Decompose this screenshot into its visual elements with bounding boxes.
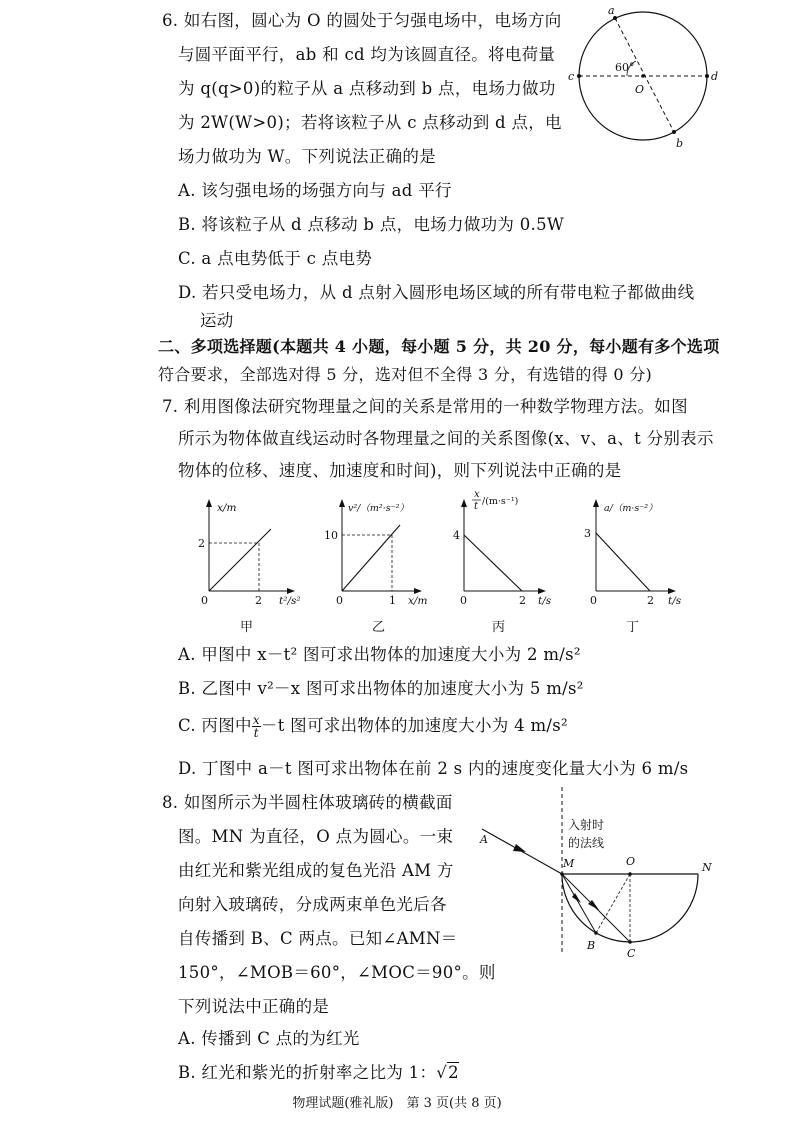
- q8-line-2: 图。MN 为直径，O 点为圆心。一束: [178, 827, 454, 846]
- graph-line: [342, 525, 400, 591]
- y-tick: 4: [453, 529, 460, 542]
- y-arrow-icon: [206, 499, 212, 507]
- x-arrow-icon: [414, 588, 422, 594]
- q6-line-2: 与圆平面平行，ab 和 cd 均为该圆直径。将电荷量: [178, 45, 556, 64]
- q7-option-c-prefix: C. 丙图中: [178, 716, 252, 735]
- y-label-num: x: [474, 489, 480, 500]
- y-arrow-icon: [339, 499, 345, 507]
- y-label: a/（m·s⁻²）: [604, 503, 658, 514]
- y-label-den: t: [474, 501, 479, 512]
- y-tick: 3: [584, 527, 591, 540]
- x-label: x/m: [408, 595, 428, 607]
- y-tick: 2: [198, 537, 205, 550]
- y-tick: 10: [324, 529, 338, 542]
- graph-jia: [195, 495, 315, 645]
- label-b: B: [587, 939, 596, 952]
- caption: 乙: [372, 620, 386, 635]
- q6-option-c: C. a 点电势低于 c 点电势: [178, 249, 373, 268]
- x-arrow-icon: [287, 588, 295, 594]
- x-tick: 2: [255, 594, 262, 607]
- graph-line: [596, 533, 650, 591]
- label-n: N: [702, 861, 712, 874]
- q8-line-5: 自传播到 B、C 两点。已知∠AMN＝: [178, 929, 458, 948]
- origin: 0: [336, 594, 343, 607]
- q8-line-7: 下列说法中正确的是: [178, 997, 330, 1016]
- q8-option-a: A. 传播到 C 点的为红光: [178, 1029, 360, 1048]
- q7-option-b: B. 乙图中 v²－x 图可求出物体的加速度大小为 5 m/s²: [178, 679, 584, 698]
- q6-option-d: D. 若只受电场力，从 d 点射入圆形电场区域的所有带电粒子都做曲线: [178, 283, 695, 302]
- label-o: O: [626, 855, 636, 868]
- section-2-heading-line-2: 符合要求，全部选对得 5 分，选对但不全得 3 分，有选错的得 0 分): [158, 365, 653, 384]
- q7-option-c-suffix: －t 图可求出物体的加速度大小为 4 m/s²: [260, 716, 568, 735]
- fraction-denominator: t: [253, 726, 259, 740]
- diameter-ab: [615, 18, 674, 132]
- point-o: [641, 74, 645, 78]
- fraction-numerator: x: [252, 713, 260, 727]
- label-b: b: [676, 137, 684, 150]
- y-label-unit: /(m·s⁻¹): [482, 496, 519, 507]
- graph-line: [209, 529, 271, 591]
- q6-option-d-cont: 运动: [200, 311, 234, 330]
- y-arrow-icon: [461, 499, 467, 507]
- x-label: t²/s²: [279, 595, 301, 607]
- x-tick: 2: [519, 594, 526, 607]
- q8-line-1: 8. 如图所示为半圆柱体玻璃砖的横截面: [162, 793, 453, 812]
- q8-line-3: 由红光和紫光组成的复色光沿 AM 方: [178, 861, 454, 880]
- angle-label: 60°: [615, 61, 635, 74]
- normal-label-2: 的法线: [568, 836, 605, 850]
- x-arrow-icon: [668, 588, 676, 594]
- graph-yi: [322, 495, 442, 645]
- page-footer: 物理试题(雅礼版) 第 3 页(共 8 页): [292, 1096, 502, 1111]
- y-arrow-icon: [593, 499, 599, 507]
- sqrt-symbol-icon: √: [436, 1063, 448, 1082]
- q6-line-1: 6. 如右图，圆心为 O 的圆处于匀强电场中，电场方向: [162, 11, 562, 30]
- origin: 0: [201, 594, 208, 607]
- label-m: M: [563, 857, 575, 870]
- q7-option-d: D. 丁图中 a－t 图可求出物体在前 2 s 内的速度变化量大小为 6 m/s: [178, 759, 689, 778]
- q8-option-b-prefix: B. 红光和紫光的折射率之比为 1：: [178, 1063, 437, 1082]
- label-c: c: [568, 70, 575, 83]
- q8-line-6: 150°，∠MOB＝60°，∠MOC＝90°。则: [178, 963, 496, 982]
- q7-line-1: 7. 利用图像法研究物理量之间的关系是常用的一种数学物理方法。如图: [162, 397, 688, 416]
- caption: 甲: [240, 620, 254, 635]
- y-label: x/m: [217, 502, 237, 514]
- q8-option-b: [178, 1062, 459, 1084]
- x-label: t/s: [538, 595, 552, 607]
- point-b: [672, 130, 676, 134]
- label-a: a: [608, 5, 615, 17]
- sqrt-radicand: 2: [448, 1063, 459, 1082]
- graph-ding: [580, 495, 700, 645]
- x-arrow-icon: [538, 588, 546, 594]
- label-c: C: [627, 947, 636, 960]
- label-d: d: [711, 70, 719, 83]
- q6-line-4: 为 2W(W>0)；若将该粒子从 c 点移动到 d 点，电: [178, 113, 562, 132]
- q6-line-3: 为 q(q>0)的粒子从 a 点移动到 b 点，电场力做功: [178, 79, 556, 98]
- q6-option-a: A. 该匀强电场的场强方向与 ad 平行: [178, 181, 452, 200]
- point-c: [577, 74, 581, 78]
- origin: 0: [460, 594, 467, 607]
- q7-line-2: 所示为物体做直线运动时各物理量之间的关系图像(x、v、a、t 分别表示: [178, 429, 714, 448]
- caption: 丁: [626, 620, 640, 635]
- x-label: t/s: [668, 595, 682, 607]
- q7-line-3: 物体的位移、速度、加速度和时间)，则下列说法中正确的是: [178, 461, 622, 480]
- graph-line: [464, 535, 522, 591]
- x-tick: 1: [389, 594, 396, 607]
- caption: 丙: [492, 620, 506, 635]
- origin: 0: [590, 594, 597, 607]
- section-2-heading-line-1: 二、多项选择题(本题共 4 小题，每小题 5 分，共 20 分，每小题有多个选项: [158, 337, 720, 356]
- graph-bing: [450, 487, 570, 645]
- label-a: A: [480, 833, 488, 846]
- normal-label-1: 入射时: [568, 818, 605, 832]
- point-d: [705, 74, 709, 78]
- y-label: v²/（m²·s⁻²）: [348, 503, 409, 514]
- q8-line-4: 向射入玻璃砖，分成两束单色光后各: [178, 895, 447, 914]
- radius-ob: [596, 874, 630, 933]
- x-over-t-fraction: [252, 714, 261, 739]
- q6-circle-figure: [565, 5, 735, 155]
- q7-option-c: [178, 714, 568, 739]
- ray-arrow-icon: [513, 844, 526, 852]
- q6-line-5: 场力做功为 W。下列说法正确的是: [178, 147, 437, 166]
- q6-option-b: B. 将该粒子从 d 点移动 b 点，电场力做功为 0.5W: [178, 215, 565, 234]
- label-o: O: [635, 83, 645, 96]
- q8-glass-figure: [470, 785, 720, 965]
- x-tick: 2: [647, 594, 654, 607]
- q7-option-a: A. 甲图中 x－t² 图可求出物体的加速度大小为 2 m/s²: [178, 645, 581, 664]
